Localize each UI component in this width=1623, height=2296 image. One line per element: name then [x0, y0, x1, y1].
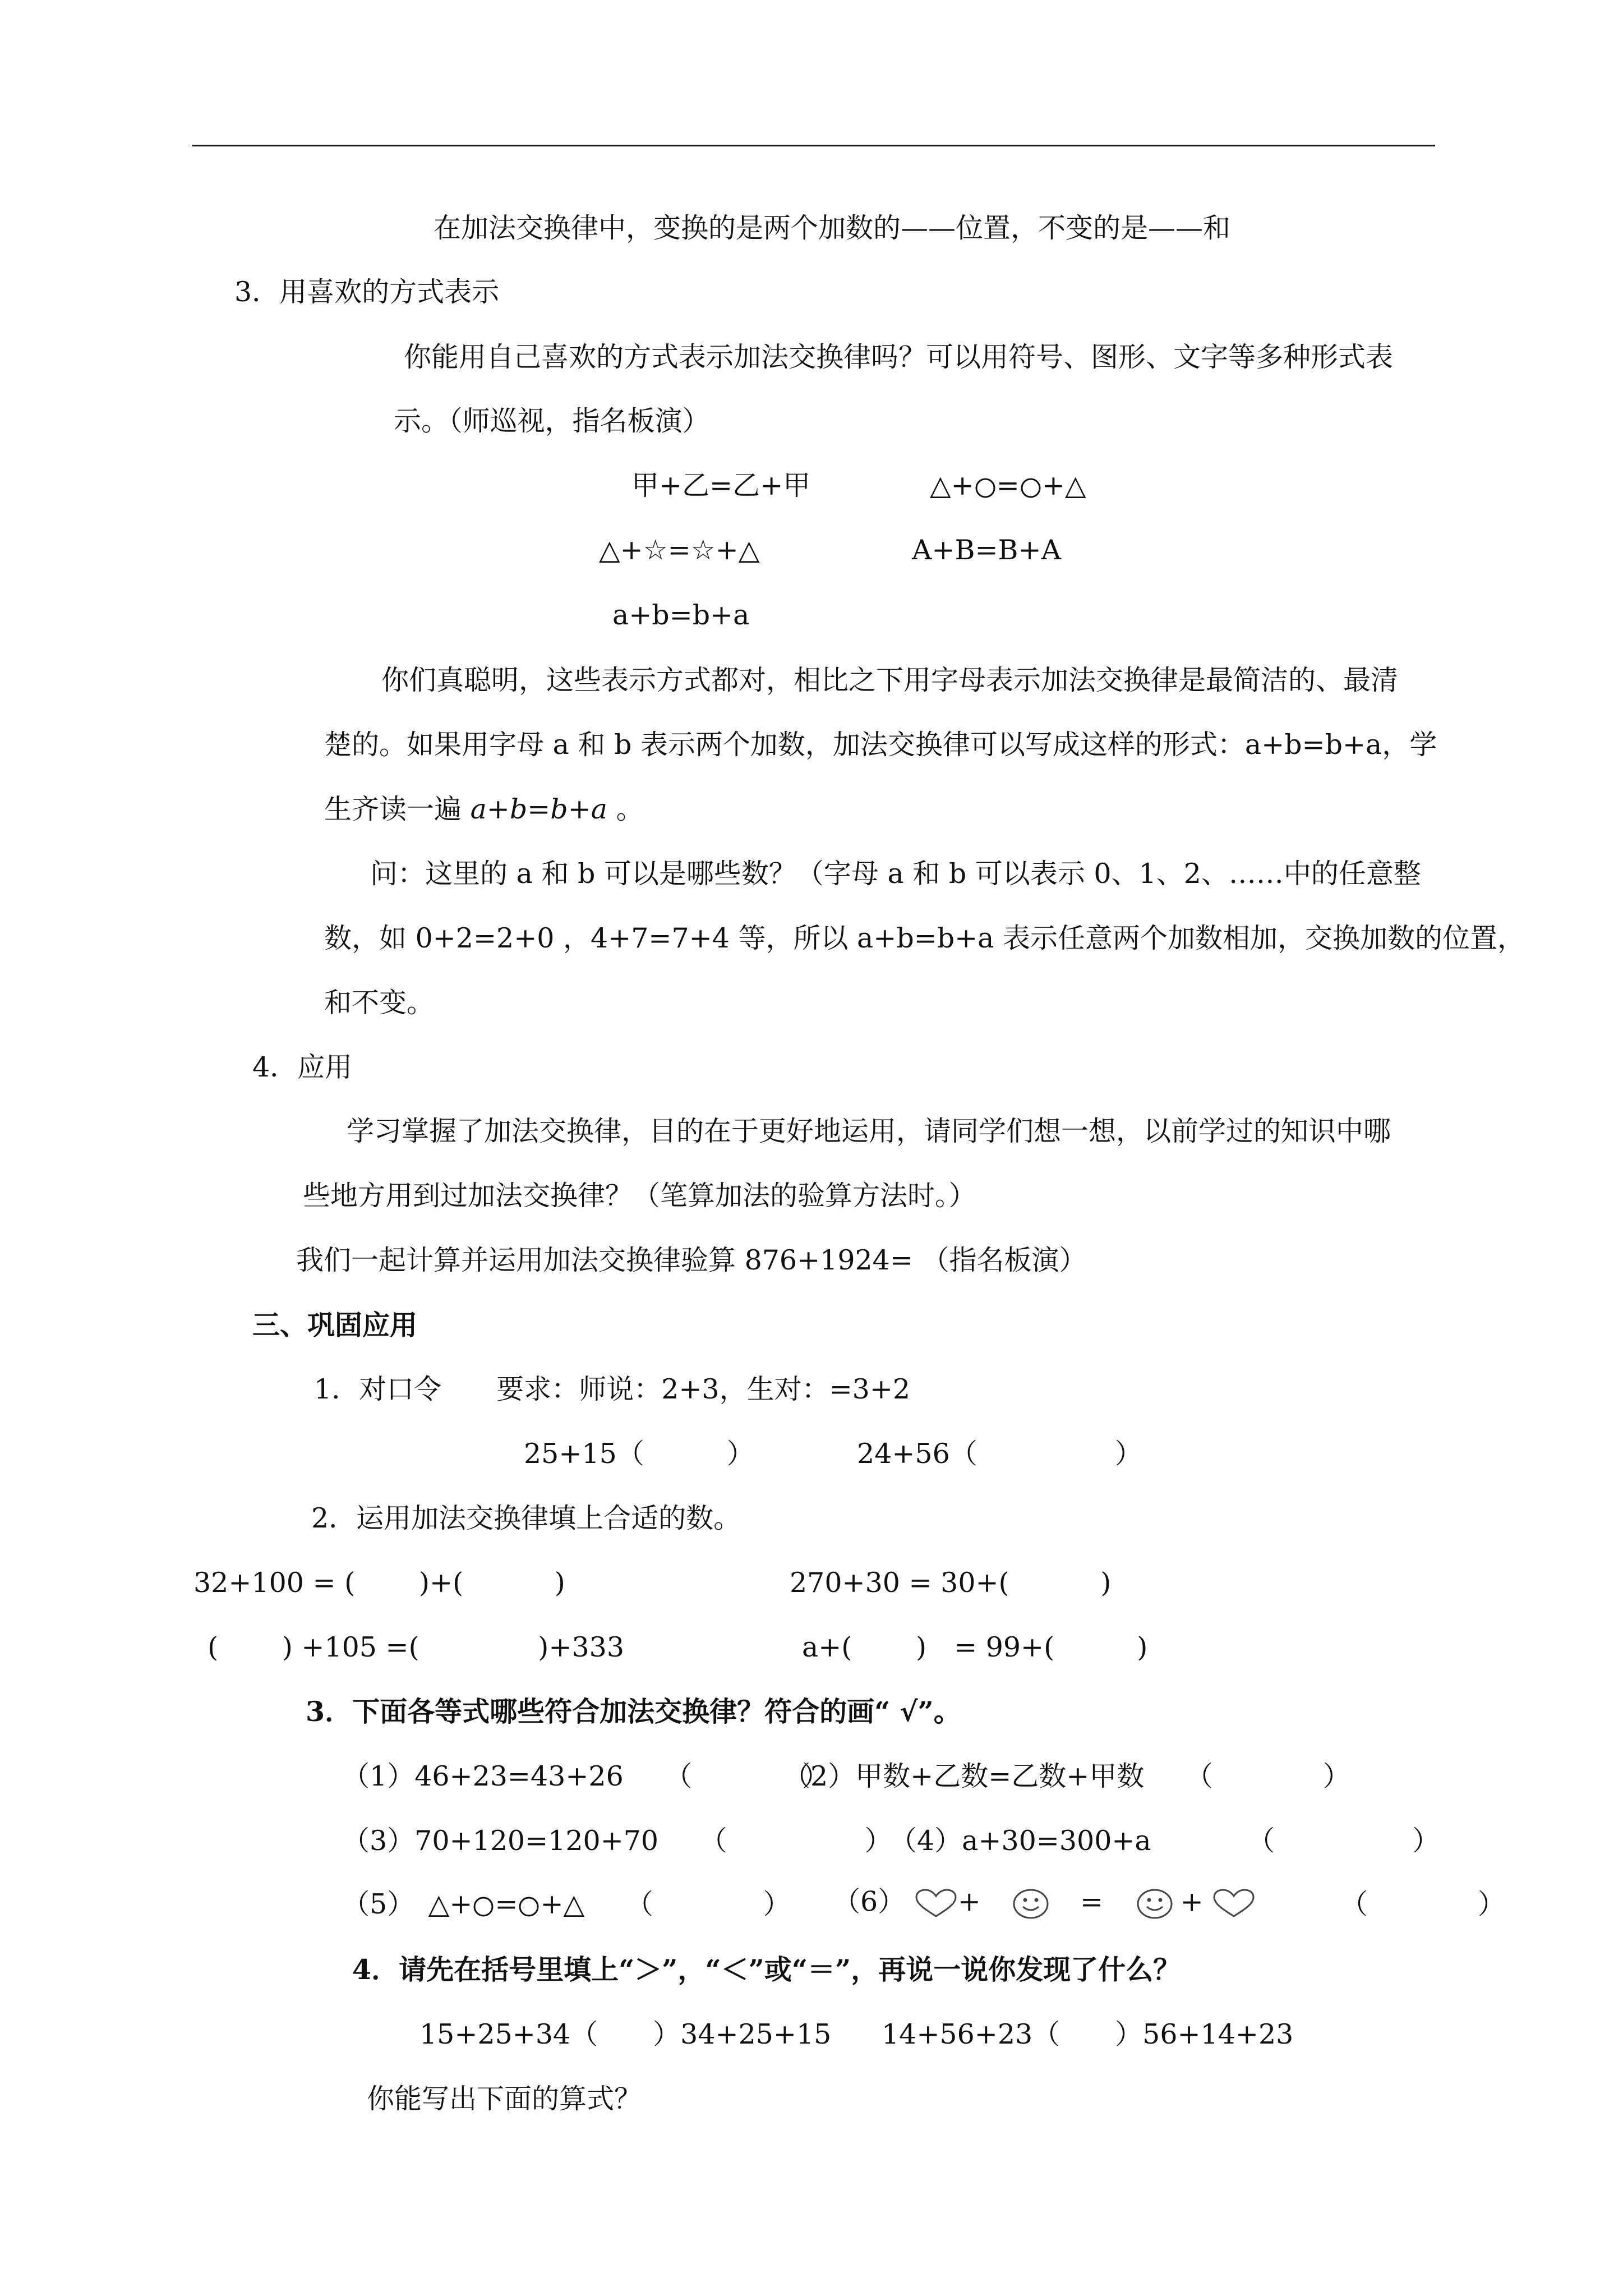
- question-line-1: 问：这里的 a 和 b 可以是哪些数？（字母 a 和 b 可以表示 0、1、2、……中的任意整: [370, 858, 1421, 890]
- exercise-3-item-3: （3）70+120=120+70 （ ）: [342, 1825, 892, 1857]
- paragraph-3-line-2: 示。（师巡视，指名板演）: [394, 405, 710, 437]
- exercise-2-heading: 2．运用加法交换律填上合适的数。: [311, 1502, 741, 1534]
- paragraph-4-line-3-post: 。: [607, 793, 644, 825]
- exercise-2-item-c: ( ) +105 =( )+333: [208, 1631, 624, 1663]
- exercise-1-item-a: 25+15（ ）: [524, 1438, 754, 1470]
- part-3-heading: 三、巩固应用: [252, 1309, 418, 1341]
- section-4-paragraph-line-3: 我们一起计算并运用加法交换律验算 876+1924= （指名板演）: [296, 1244, 1087, 1276]
- paragraph-4-line-3-pre: 生齐读一遍: [324, 793, 471, 825]
- exercise-3-item-6: [833, 1885, 1256, 1920]
- paragraph-3-line-1: 你能用自己喜欢的方式表示加法交换律吗？可以用符号、图形、文字等多种形式表: [404, 341, 1394, 373]
- exercise-2-item-b: 270+30 = 30+( ): [790, 1567, 1112, 1599]
- paragraph-4-line-1: 你们真聪明，这些表示方式都对，相比之下用字母表示加法交换律是最简洁的、最清: [381, 664, 1399, 696]
- exercise-3-item-6-bracket: （ ）: [1340, 1888, 1506, 1920]
- circle-icon: [472, 1895, 495, 1918]
- exercise-4-heading: 4．请先在括号里填上“＞”，“＜”或“＝”，再说一说你发现了什么？: [352, 1953, 1181, 1986]
- section-4-heading: 4．应用: [252, 1051, 353, 1083]
- exercise-1-item-b: 24+56（ ）: [857, 1438, 1142, 1470]
- exercise-3-heading: 3．下面各等式哪些符合加法交换律？符合的画“ √”。: [306, 1695, 961, 1728]
- exercise-3-item-6-plus-1: +: [957, 1885, 981, 1918]
- circle-icon: [1020, 477, 1042, 499]
- example-chinese: 甲+乙=乙+甲: [631, 470, 811, 501]
- formula-italic: a+b=b+a: [470, 793, 607, 825]
- section-4-paragraph-line-1: 学习掌握了加法交换律，目的在于更好地运用，请同学们想一想，以前学过的知识中哪: [347, 1115, 1391, 1147]
- example-triangle-star: △+☆=☆+△: [599, 534, 760, 566]
- exercise-2-item-d: a+( ) = 99+( ): [802, 1631, 1148, 1663]
- example-triangle-circle-b: =: [996, 470, 1020, 501]
- header-rule: [192, 145, 1435, 146]
- section-3-heading: 3．用喜欢的方式表示: [234, 276, 500, 308]
- example-ab: a+b=b+a: [612, 599, 750, 631]
- smiley-icon: [1012, 1888, 1050, 1920]
- exercise-3-item-4: （4）a+30=300+a （ ）: [889, 1825, 1440, 1857]
- heart-icon: [1212, 1888, 1256, 1920]
- exercise-1-line: 1．对口令 要求：师说：2+3，生对：=3+2: [314, 1373, 911, 1405]
- example-triangle-circle-c: +△: [1041, 470, 1086, 501]
- circle-icon: [518, 1895, 540, 1918]
- example-triangle-circle: [930, 472, 1086, 499]
- question-line-2: 数，如 0+2=2+0 ，4+7=7+4 等，所以 a+b=b+a 表示任意两个加数相加，交换加数的位置，: [324, 922, 1525, 954]
- exercise-4-question: 你能写出下面的算式？: [367, 2083, 642, 2115]
- exercise-3-item-6-a: （6）: [833, 1885, 906, 1918]
- exercise-3-item-6-equals: =: [1080, 1885, 1104, 1918]
- exercise-4-item-a: 15+25+34（ ）34+25+15: [419, 2018, 832, 2050]
- example-triangle-circle-a: △+: [930, 470, 974, 501]
- heart-icon: [914, 1888, 958, 1920]
- smiley-icon: [1136, 1888, 1174, 1920]
- exercise-3-item-5: [342, 1890, 791, 1918]
- exercise-3-item-5-b: =: [495, 1888, 518, 1920]
- exercise-3-item-2: （2）甲数+乙数=乙数+甲数 （ ）: [783, 1760, 1350, 1792]
- exercise-3-item-6-plus-2: +: [1180, 1885, 1204, 1918]
- exercise-3-item-1: （1）46+23=43+26 （ ）: [342, 1760, 830, 1792]
- paragraph-4-line-3: [324, 795, 644, 823]
- exercise-3-item-5-a: （5） △+: [342, 1888, 473, 1920]
- example-AB: A+B=B+A: [912, 534, 1061, 566]
- exercise-4-item-b: 14+56+23（ ）56+14+23: [882, 2018, 1294, 2050]
- exercise-2-item-a: 32+100 = ( )+( ): [193, 1567, 565, 1599]
- question-line-3: 和不变。: [324, 987, 435, 1019]
- summary-line: 在加法交换律中，变换的是两个加数的——位置，不变的是——和: [434, 212, 1231, 244]
- section-4-paragraph-line-2: 些地方用到过加法交换律？（笔算加法的验算方法时。）: [303, 1180, 976, 1212]
- exercise-3-item-5-c: +△ （ ）: [540, 1888, 791, 1920]
- circle-icon: [974, 477, 997, 499]
- paragraph-4-line-2: 楚的。如果用字母 a 和 b 表示两个加数，加法交换律可以写成这样的形式：a+b=b+a，学: [324, 729, 1437, 761]
